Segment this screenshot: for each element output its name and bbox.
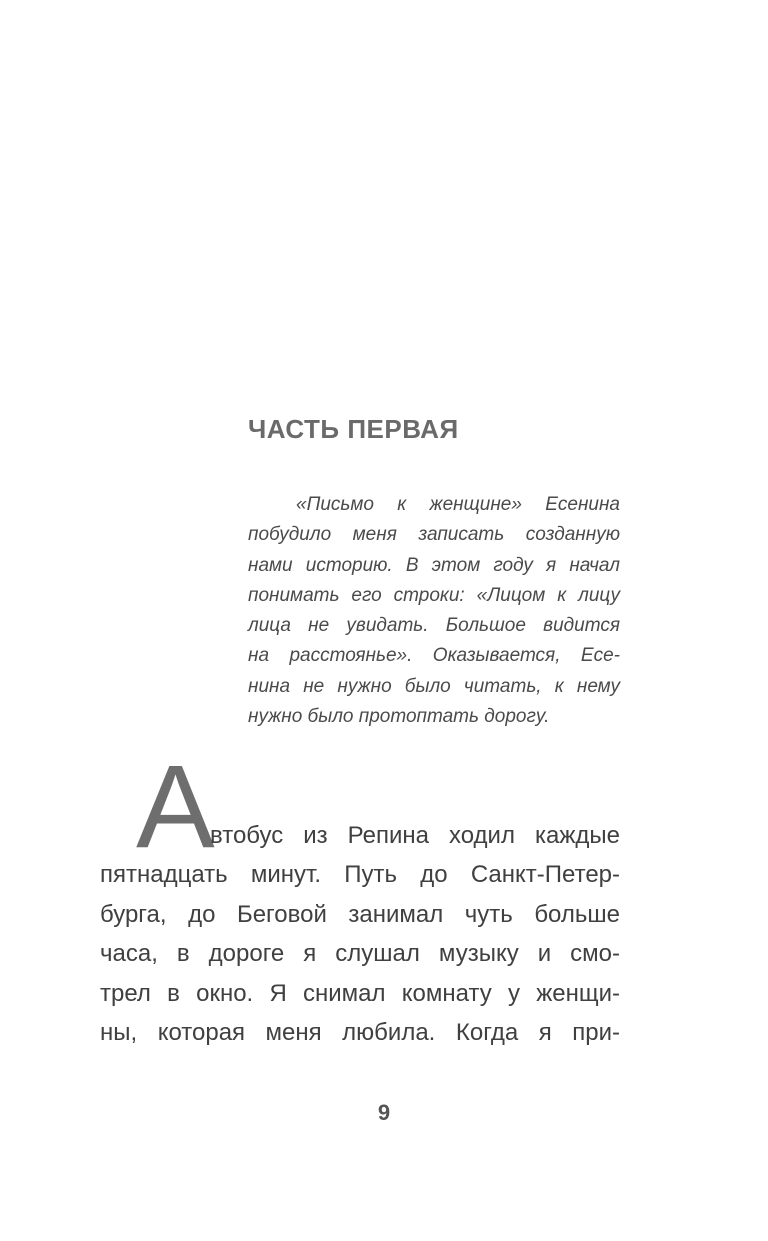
body-line: бурга, до Беговой занимал чуть больше xyxy=(100,900,620,928)
page-number: 9 xyxy=(377,1100,391,1125)
body-paragraph xyxy=(100,816,620,1052)
epigraph-line: понимать его строки: «Лицом к лицу xyxy=(248,584,620,606)
part-title: ЧАСТЬ ПЕРВАЯ xyxy=(248,414,459,444)
body-line: часа, в дороге я слушал музыку и смо- xyxy=(100,940,620,968)
epigraph-line: «Письмо к женщине» Есенина xyxy=(296,494,620,515)
epigraph-line: нина не нужно было читать, к нему xyxy=(248,675,620,697)
epigraph-line: на расстоянье». Оказывается, Есе- xyxy=(248,645,620,667)
body-line: втобус из Репина ходил каждые xyxy=(210,822,620,849)
body-line: пятнадцать минут. Путь до Санкт-Петер- xyxy=(100,861,620,889)
drop-cap: А xyxy=(136,741,215,873)
epigraph-line: побудило меня записать созданную xyxy=(248,524,620,546)
epigraph-line: лица не увидать. Большое видится xyxy=(248,615,620,637)
epigraph-line: нами историю. В этом году я начал xyxy=(248,554,620,576)
epigraph xyxy=(248,490,620,732)
epigraph-line: нужно было протоптать дорогу. xyxy=(248,706,550,728)
body-line: ны, которая меня любила. Когда я при- xyxy=(100,1018,620,1046)
body-line: трел в окно. Я снимал комнату у женщи- xyxy=(100,979,620,1007)
